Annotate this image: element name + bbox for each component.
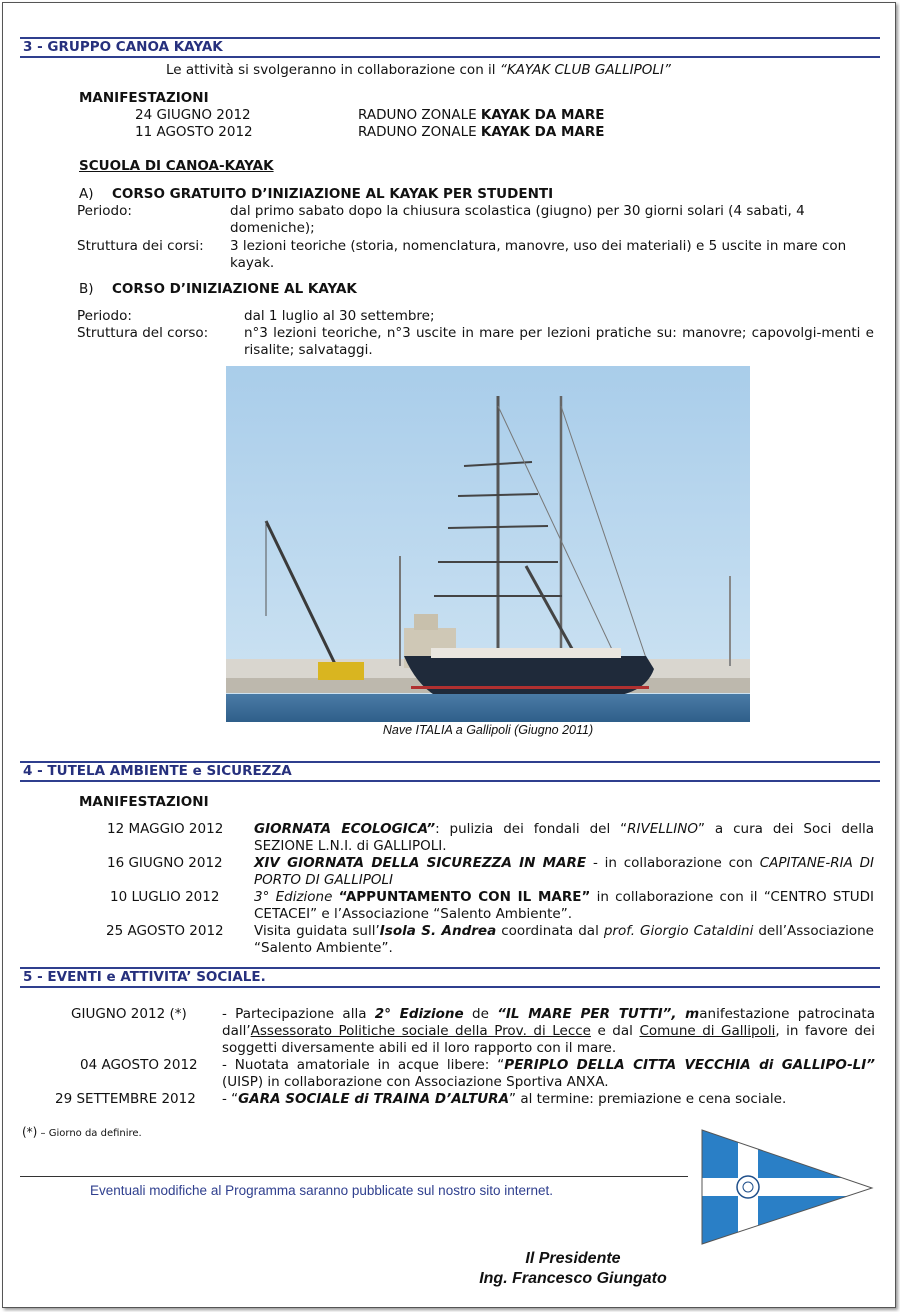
section-3-intro — [166, 62, 671, 79]
s4-e3-italic: 3° Edizione — [254, 889, 339, 905]
signature-role: Il Presidente — [525, 1250, 621, 1267]
ship-photo — [226, 366, 750, 722]
course-a-letter: A) — [79, 186, 94, 202]
s4-event-3-date: 10 LUGLIO 2012 — [110, 889, 220, 905]
photo-caption: Nave ITALIA a Gallipoli (Giugno 2011) — [382, 723, 594, 737]
s4-e4-bold: Isola S. Andrea — [379, 923, 497, 939]
s5-e1-t5: , in favore dei soggetti diversamente abili ed il loro rapporto con il mare. — [222, 1023, 875, 1056]
s3-event-1-text — [358, 107, 605, 124]
s4-event-4-date: 25 AGOSTO 2012 — [106, 923, 224, 939]
s4-event-4-text — [254, 923, 874, 957]
s3-event-2-label: RADUNO ZONALE — [358, 124, 481, 140]
course-a-period: dal primo sabato dopo la chiusura scolastica (giugno) per 30 giorni solari (4 sabati, 4 domeniche); — [230, 203, 805, 236]
course-a-title: CORSO GRATUITO D’INIZIAZIONE AL KAYAK PER STUDENTI — [112, 186, 554, 202]
signature-name: Ing. Francesco Giungato — [479, 1270, 667, 1287]
footer-divider — [20, 1176, 688, 1177]
footnote-mark: (*) — [22, 1125, 38, 1139]
s3-event-1-bold: KAYAK DA MARE — [480, 107, 605, 123]
s4-event-3-text — [254, 889, 874, 923]
s4-e4-italic: prof. Giorgio Cataldini — [603, 923, 754, 939]
s4-event-1-text — [254, 821, 874, 855]
s5-event-1-text — [222, 1006, 875, 1057]
course-b-period-label: Periodo: — [77, 308, 132, 324]
intro-club: “KAYAK CLUB GALLIPOLI” — [499, 62, 671, 78]
course-b-title: CORSO D’INIZIAZIONE AL KAYAK — [112, 281, 357, 297]
s3-event-1-date: 24 GIUGNO 2012 — [135, 107, 251, 123]
s5-e1-b2: “IL MARE PER TUTTI”, m — [497, 1006, 700, 1022]
s5-event-2-date: 04 AGOSTO 2012 — [80, 1057, 198, 1073]
league-pennant-icon — [700, 1128, 875, 1246]
footnote — [22, 1124, 142, 1142]
s5-e2-t2: (UISP) in collaborazione con Associazione Sportiva ANXA. — [222, 1074, 609, 1090]
s4-e2-italic: CAPITANE-RIA DI PORTO DI GALLIPOLI — [254, 855, 874, 888]
course-b-struct-label: Struttura del corso: — [77, 325, 209, 341]
section-3-header: 3 - GRUPPO CANOA KAYAK — [20, 37, 880, 58]
s4-e2-t1: - in collaborazione con — [586, 855, 760, 871]
s3-event-2-bold: KAYAK DA MARE — [480, 124, 605, 140]
s5-e3-t2: ” al termine: premiazione e cena sociale. — [509, 1091, 787, 1107]
s4-e4-t1: Visita guidata sull’ — [254, 923, 380, 939]
s4-e4-t2: coordinata dal — [496, 923, 604, 939]
s5-e1-t2: de — [463, 1006, 498, 1022]
s3-event-2-text — [358, 124, 605, 141]
s4-e1-t2: ” a cura dei Soci della SEZIONE L.N.I. di GALLIPOLI. — [254, 821, 874, 854]
s5-event-3-text — [222, 1091, 786, 1108]
s5-event-1-date: GIUGNO 2012 (*) — [71, 1006, 187, 1022]
s5-e1-t4: e dal — [590, 1023, 640, 1039]
s4-e2-bold: XIV GIORNATA DELLA SICUREZZA IN MARE — [254, 855, 587, 871]
s5-e1-u2: Comune di Gallipoli — [639, 1023, 776, 1039]
s5-event-3-date: 29 SETTEMBRE 2012 — [55, 1091, 196, 1107]
s4-e3-t1: in collaborazione con il “CENTRO STUDI CETACEI” e l’Associazione “Salento Ambiente”. — [254, 889, 874, 922]
section-4-header: 4 - TUTELA AMBIENTE e SICUREZZA — [20, 761, 880, 782]
course-b-period: dal 1 luglio al 30 settembre; — [244, 308, 435, 324]
s5-e1-t1: - Partecipazione alla — [222, 1006, 375, 1022]
course-b-struct: n°3 lezioni teoriche, n°3 uscite in mare per lezioni pratiche su: manovre; capovolgi-menti e risalite; salvataggi. — [244, 325, 874, 358]
school-label: SCUOLA DI CANOA-KAYAK — [79, 158, 274, 174]
s4-event-2-date: 16 GIUGNO 2012 — [107, 855, 223, 871]
s5-e1-b1: 2° Edizione — [374, 1006, 464, 1022]
section-5-header: 5 - EVENTI e ATTIVITA’ SOCIALE. — [20, 967, 880, 988]
intro-text: Le attività si svolgeranno in collaborazione con il — [166, 62, 500, 78]
s4-e1-italic: RIVELLINO — [627, 821, 699, 837]
s5-e3-bold: GARA SOCIALE di TRAINA D’ALTURA — [238, 1091, 510, 1107]
s4-e3-bold: “APPUNTAMENTO CON IL MARE” — [338, 889, 591, 905]
s3-event-1-label: RADUNO ZONALE — [358, 107, 481, 123]
footnote-text: – Giorno da definire. — [37, 1128, 142, 1139]
s5-e3-t1: - “ — [222, 1091, 239, 1107]
s4-e4-t3: dell’Associazione “Salento Ambiente”. — [254, 923, 874, 956]
s5-e2-t1: - Nuotata amatoriale in acque libere: “ — [222, 1057, 505, 1073]
s4-event-1-date: 12 MAGGIO 2012 — [107, 821, 224, 837]
course-b-letter: B) — [79, 281, 94, 297]
s5-event-2-text — [222, 1057, 875, 1091]
course-a-struct: 3 lezioni teoriche (storia, nomenclatura, manovre, uso dei materiali) e 5 uscite in mare con kayak. — [230, 238, 847, 271]
section-3-manifestazioni-label: MANIFESTAZIONI — [79, 90, 209, 106]
s4-event-2-text — [254, 855, 874, 889]
course-a-period-label: Periodo: — [77, 203, 132, 219]
s5-e2-bold: PERIPLO DELLA CITTA VECCHIA di GALLIPO-LI” — [504, 1057, 875, 1073]
s4-e1-bold: GIORNATA ECOLOGICA” — [254, 821, 436, 837]
s5-e1-t3: anifestazione patrocinata dall’ — [222, 1006, 875, 1039]
course-a-struct-label: Struttura dei corsi: — [77, 238, 204, 254]
footer-note: Eventuali modifiche al Programma saranno pubblicate sul nostro sito internet. — [90, 1183, 553, 1198]
s4-e1-t1: : pulizia dei fondali del “ — [435, 821, 628, 837]
section-4-manifestazioni-label: MANIFESTAZIONI — [79, 794, 209, 810]
s5-e1-u1: Assessorato Politiche sociale della Prov. di Lecce — [250, 1023, 591, 1039]
s3-event-2-date: 11 AGOSTO 2012 — [135, 124, 253, 140]
